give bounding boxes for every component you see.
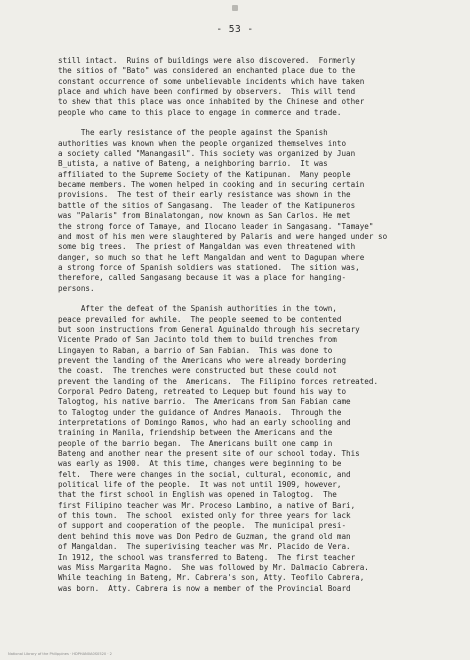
text-line: was early as 1900. At this time, changes were beginning to be (58, 459, 342, 469)
text-line: interpretations of Domingo Ramos, who had an early schooling and (58, 418, 351, 428)
text-line: constant occurrence of some unbelievable incidents which have taken (58, 76, 365, 86)
text-line: first Filipino teacher was Mr. Proceso Lambino, a native of Bari, (58, 500, 356, 510)
text-line: felt. There were changes in the social, cultural, economic, and (58, 469, 351, 479)
text-line: battle of the sitios of Sangasang. The leader of the Katipuneros (58, 200, 356, 210)
text-line: dent behind this move was Don Pedro de Guzman, the grand old man (58, 531, 351, 541)
text-line: danger, so much so that he left Mangaldan and went to Dagupan where (58, 252, 365, 262)
text-line: In 1912, the school was transferred to Bateng. The first teacher (58, 552, 356, 562)
paragraph-gap (58, 294, 430, 304)
text-line: political life of the people. It was not until 1909, however, (58, 480, 342, 490)
text-line: a society called "Manangasil". This society was organized by Juan (58, 149, 356, 159)
text-line: to shew that this place was once inhabited by the Chinese and other (58, 97, 365, 107)
text-line: training in Manila, friendship between the Americans and the (58, 428, 333, 438)
text-line: still intact. Ruins of buildings were also discovered. Formerly (58, 56, 356, 65)
text-line: that the first school in English was opened in Talogtog. The (58, 490, 337, 500)
text-line: The early resistance of the people against the Spanish (58, 128, 328, 138)
text-line: peace prevailed for awhile. The people seemed to be contented (58, 314, 342, 324)
text-line: of support and cooperation of the people. The municipal presi- (58, 521, 347, 531)
text-line: B_utista, a native of Bateng, a neighboring barrio. It was (58, 159, 328, 169)
text-line: but soon instructions from General Aguinaldo through his secretary (58, 324, 360, 334)
text-line: the strong force of Tamaye, and Ilocano leader in Sangasang. "Tamaye" (58, 221, 374, 231)
text-line: people who came to this place to engage in commerce and trade. (58, 107, 342, 117)
text-line: persons. (58, 283, 95, 293)
text-line: Talogtog, his native barrio. The Americans from San Fabian came (58, 397, 351, 407)
text-line: some big trees. The priest of Mangaldan was even threatened with (58, 242, 356, 252)
text-line: prevent the landing of the Americans. The Filipino forces retreated. (58, 376, 379, 386)
text-line: and most of his men were slaughtered by Palaris and were hanged under so (58, 231, 388, 241)
text-line: provisions. The test of their early resistance was shown in the (58, 190, 351, 200)
footer-caption: National Library of the Philippines · HDPHAN0A0S0520 · 2 (8, 652, 112, 656)
text-line: therefore, called Sangasang because it was a place for hanging- (58, 273, 347, 283)
text-line: prevent the landing of the Americans who were already bordering (58, 355, 347, 365)
text-line: Corporal Pedro Dateng, retreated to Lequep but found his way to (58, 387, 347, 396)
text-line: was Miss Margarita Magno. She was followed by Mr. Dalmacio Cabrera. (58, 562, 369, 572)
text-line: authorities was known when the people organized themselves into (58, 138, 347, 148)
page-number: - 53 - (216, 24, 254, 35)
text-line: While teaching in Bateng, Mr. Cabrera's son, Atty. Teofilo Cabrera, (58, 573, 365, 583)
text-line: Lingayen to Raban, a barrio of San Fabian. This was done to (58, 345, 333, 355)
text-line: of Mangaldan. The superivising teacher was Mr. Placido de Vera. (58, 542, 351, 552)
text-line: became members. The women helped in cooking and in securing certain (58, 180, 365, 190)
text-line: to Talogtog under the guidance of Andres Manaois. Through the (58, 407, 342, 417)
text-line: a strong force of Spanish soldiers was stationed. The sition was, (58, 262, 360, 272)
text-line: Vicente Prado of San Jacinto told them to build trenches from (58, 335, 337, 345)
text-line: the coast. The trenches were constructed but these could not (58, 366, 337, 376)
text-line: people of the barrio began. The Americans built one camp in (58, 438, 333, 448)
text-line: was born. Atty. Cabrera is now a member of the Provincial Board (58, 583, 351, 593)
text-line: of this town. The school existed only for three years for lack (58, 511, 351, 521)
text-line: After the defeat of the Spanish authorities in the town, (58, 304, 337, 314)
text-line: place and which have been confirmed by observers. This will tend (58, 87, 356, 97)
page-marker-icon (232, 5, 238, 11)
text-line: was "Palaris" from Binalatongan, now known as San Carlos. He met (58, 211, 351, 221)
text-line: the sitios of "Bato" was considered an enchanted place due to the (58, 66, 356, 76)
text-line: Bateng and another near the present site of our school today. This (58, 449, 360, 459)
text-line: affiliated to the Supreme Society of the Katipunan. Many people (58, 169, 351, 179)
paragraph-gap (58, 118, 430, 128)
document-body (58, 56, 430, 594)
